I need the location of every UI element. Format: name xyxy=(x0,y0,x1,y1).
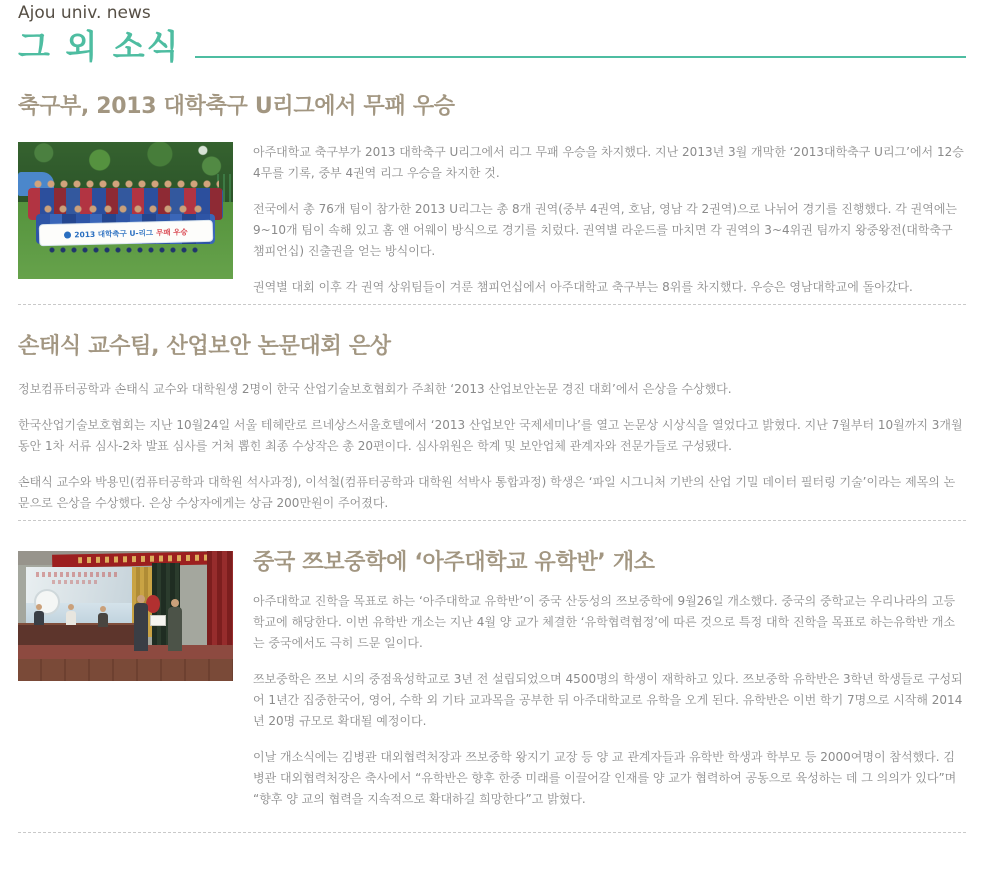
photo-seated-person xyxy=(66,611,76,625)
photo-player-socks xyxy=(48,245,203,255)
photo-banner-text xyxy=(78,554,227,563)
section-soccer-text xyxy=(253,142,966,298)
soccer-team-photo xyxy=(18,142,233,279)
paragraph: 한국산업기술보호협회는 지난 10월24일 서울 테헤란로 르네상스서울호텔에서 ‘2013 산업보안 국제세미나’를 열고 논문상 시상식을 열었다고 밝혔다. 지난 7월부터 10월까지 3개월 동안 1차 서류 심사-2차 발표 심사를 거쳐 뽑힌 최종 수상작은 총 20편이다. 심사위원은 학계 및 보안업체 관계자와 전문가들로 구성됐다. xyxy=(18,418,963,453)
photo-red-banner xyxy=(52,551,233,568)
photo-red-flowers xyxy=(146,595,160,613)
paragraph: 아주대학교 진학을 목표로 하는 ‘아주대학교 유학반’이 중국 산둥성의 쯔보중학에 9월26일 개소했다. 중국의 중학교는 우리나라의 고등학교에 해당한다. 이번 유학반 개소는 지난 4월 양 교가 체결한 ‘유학협력협정’에 따른 것으로 특정 대학 진학을 목표로 하는유학반 개소는 중국에서도 극히 드문 일이다. xyxy=(253,594,956,650)
section-china-body xyxy=(18,551,966,810)
section-divider xyxy=(18,832,966,833)
title-row xyxy=(18,27,966,65)
section-thesis-text xyxy=(18,379,966,514)
ceremony-photo xyxy=(18,551,233,681)
photo-screen-text-line xyxy=(36,572,118,577)
photo-plaque xyxy=(150,615,166,626)
photo-seated-person xyxy=(34,611,44,625)
title-underline xyxy=(195,56,967,58)
banner-text-right: 무패 우승 xyxy=(155,226,188,237)
section-soccer-heading: 축구부, 2013 대학축구 U리그에서 무패 우승 xyxy=(18,94,455,119)
photo-standing-man-right xyxy=(168,607,182,651)
paragraph: 권역별 대회 이후 각 권역 상위팀들이 겨룬 챔피언십에서 아주대학교 축구부는 8위를 차지했다. 우승은 영남대학교에 돌아갔다. xyxy=(253,280,913,294)
photo-victory-banner xyxy=(39,220,214,247)
section-china xyxy=(18,551,966,833)
section-divider xyxy=(18,304,966,305)
page-title: 그 외 소식 xyxy=(18,27,181,66)
photo-stage-band xyxy=(18,645,233,659)
photo-stage-front xyxy=(18,659,233,681)
section-divider xyxy=(18,520,966,521)
paragraph: 아주대학교 축구부가 2013 대학축구 U리그에서 리그 무패 우승을 차지했다. 지난 2013년 3월 개막한 ‘2013대학축구 U리그’에서 12승4무를 기록, 중부 4권역 리그 우승을 차지한 것. xyxy=(253,145,964,180)
paragraph: 전국에서 총 76개 팀이 참가한 2013 U리그는 총 8개 권역(중부 4권역, 호남, 영남 각 2권역)으로 나뉘어 경기를 진행했다. 각 권역에는 9~10개 팀이 속해 있고 홈 앤 어웨이 방식으로 경기를 치렀다. 권역별 라운드를 마치면 각 권역의 3~4위권 팀까지 왕중왕전(대학축구 챔피언십) 진출권을 얻는 방식이다. xyxy=(253,202,958,258)
paragraph: 손태식 교수와 박용민(컴퓨터공학과 대학원 석사과정), 이석철(컴퓨터공학과 대학원 석박사 통합과정) 학생은 ‘파일 시그니처 기반의 산업 기밀 데이터 필터링 기술’이라는 제목의 논문으로 은상을 수상했다. 은상 수상자에게는 상금 200만원이 주어졌다. xyxy=(18,475,956,510)
paragraph: 이날 개소식에는 김병관 대외협력처장과 쯔보중학 왕지기 교장 등 양 교 관계자들과 유학반 학생과 학부모 등 2000여명이 참석했다. 김병관 대외협력처장은 축사에서 “유학반은 향후 한중 미래를 이끌어갈 인재를 양 교가 협력하여 공동으로 육성하는 데 그 의의가 있다”며 “향후 양 교의 협력을 지속적으로 확대하길 희망한다”고 밝혔다. xyxy=(253,750,957,806)
section-china-text xyxy=(253,551,966,810)
photo-red-curtain xyxy=(207,551,233,657)
photo-seated-person xyxy=(98,613,108,627)
page-kicker: Ajou univ. news xyxy=(18,3,151,23)
section-thesis xyxy=(18,335,966,521)
photo-standing-man-left xyxy=(134,603,148,651)
photo-screen-text-line xyxy=(52,580,98,584)
banner-logo-icon xyxy=(64,231,71,238)
section-thesis-heading: 손태식 교수팀, 산업보안 논문대회 은상 xyxy=(18,334,391,359)
section-soccer xyxy=(18,95,966,305)
section-china-heading: 중국 쯔보중학에 ‘아주대학교 유학반’ 개소 xyxy=(253,550,655,575)
banner-text-left: 2013 대학축구 U-리그 xyxy=(74,227,154,239)
photo-head-table xyxy=(18,623,138,645)
paragraph: 정보컴퓨터공학과 손태식 교수와 대학원생 2명이 한국 산업기술보호협회가 주최한 ‘2013 산업보안논문 경진 대회’에서 은상을 수상했다. xyxy=(18,382,732,396)
paragraph: 쯔보중학은 쯔보 시의 중점육성학교로 3년 전 설립되었으며 4500명의 학생이 재학하고 있다. 쯔보중학 유학반은 3학년 학생들로 구성되어 1년간 집중한국어, 영어, 수학 외 기타 교과목을 공부한 뒤 아주대학교로 유학을 오게 된다. 유학반은 이번 학기 7명으로 시작해 2014년 20명 규모로 확대될 예정이다. xyxy=(253,672,963,728)
section-soccer-body xyxy=(18,142,966,298)
